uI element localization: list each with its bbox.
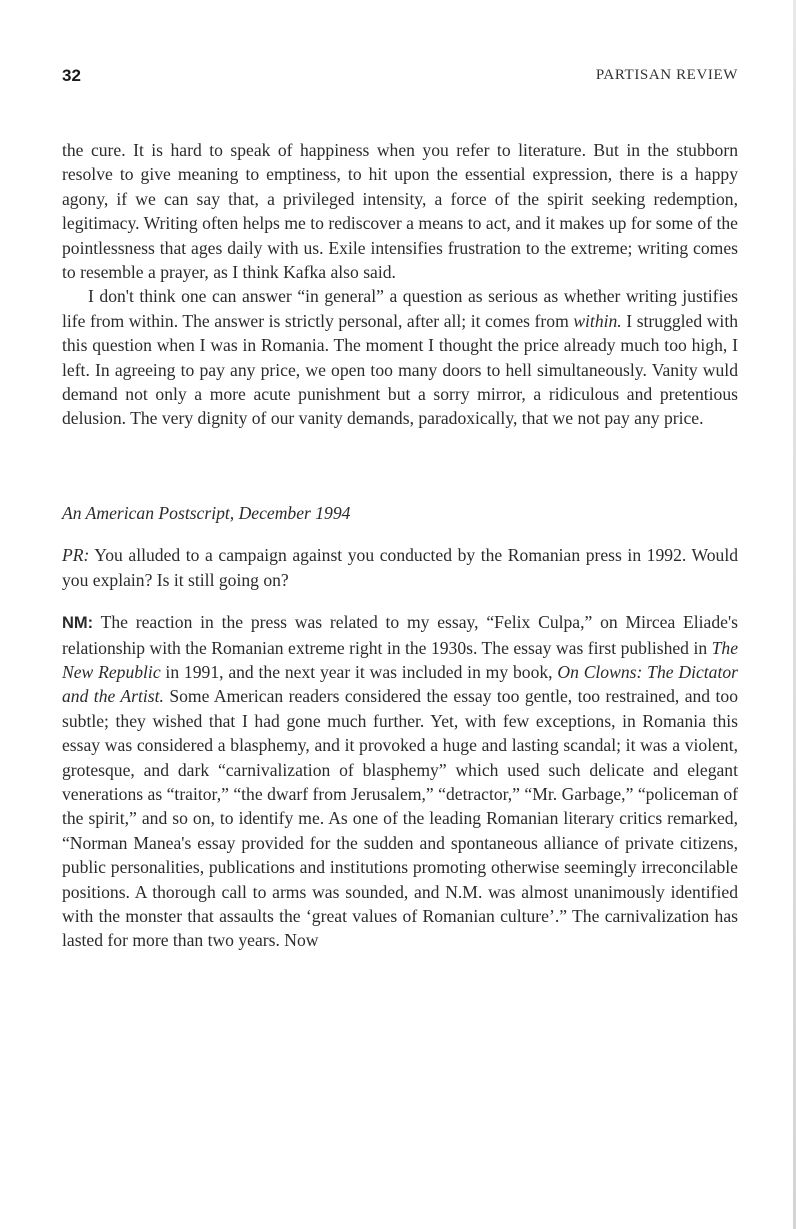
page-header	[62, 66, 738, 96]
answer-speaker: NM:	[62, 614, 94, 633]
paragraph-continued: the cure. It is hard to speak of happiness when you refer to literature. But in the stubborn resolve to give meaning to emptiness, to hit upon the essential expression, there is a happy agony, if we can say that, a privileged intensity, a force of the spirit seeking redemption, legitimacy. Writing often helps me to rediscover a means to act, and it makes up for some of the pointlessness that ages daily with us. Exile intensifies frustration to the extreme; writing comes to resemble a prayer, as I think Kafka also said.	[62, 140, 738, 283]
paragraph-text: I don't think one can answer “in general” a question as serious as whether writing justifies life from within. The answer is strictly personal, after all; it comes from	[62, 286, 738, 331]
publication-title: The New Republic	[62, 637, 738, 682]
question-speaker: PR:	[62, 545, 90, 566]
book-title: On Clowns: The Dictator and the Artist.	[62, 661, 738, 707]
section-heading: An American Postscript, December 1994	[62, 502, 351, 523]
question-text: You alluded to a campaign against you conducted by the Romanian press in 1992. Would you explain? Is it still going on?	[62, 545, 738, 590]
body-text	[62, 138, 738, 953]
interview-question	[62, 543, 738, 592]
italic-emphasis: within.	[573, 310, 622, 331]
page-number: 32	[62, 66, 81, 85]
answer-text: in 1991, and the next year it was included in my book,	[160, 661, 558, 682]
answer-text: The reaction in the press was related to my essay, “Felix Culpa,” on Mircea Eliade's relationship with the Romanian extreme right in the 1930s. The essay was first published in	[62, 612, 738, 658]
interview-answer	[62, 610, 738, 953]
paragraph-writing-justifies-life	[62, 284, 738, 430]
running-head: PARTISAN REVIEW	[595, 67, 738, 83]
paragraph-text: I struggled with this question when I was in Romania. The moment I thought the price already much too high, I left. In agreeing to pay any price, we open too many doors to hell simultaneously. Vanity wuld demand not only a more acute punishment but a sorry mirror, a ridiculous and pretentious delusion. The very dignity of our vanity demands, paradoxically, that we not pay any price.	[62, 310, 739, 429]
answer-text: Some American readers considered the essay too gentle, too restrained, and too subtle; they wished that I had gone much further. Yet, with few exceptions, in Romania this essay was considered a blasphemy, and it provoked a huge and lasting scandal; it was a violent, grotesque, and dark “carnivalization of blasphemy” which used such delicate and elegant venerations as “traitor,” “the dwarf from Jerusalem,” “detractor,” “Mr. Garbage,” “policeman of the spirit,” and so on, to identify me. As one of the leading Romanian literary critics remarked, “Norman Manea's essay provided for the sudden and spontaneous alliance of private citizens, public personalities, publications and institutions promoting otherwise seemingly irreconcilable positions. A thorough call to arms was sounded, and N.M. was almost unanimously identified with the monster that assaults the ‘great values of Romanian culture’.” The carnivalization has lasted for more than two years. Now	[62, 686, 739, 951]
